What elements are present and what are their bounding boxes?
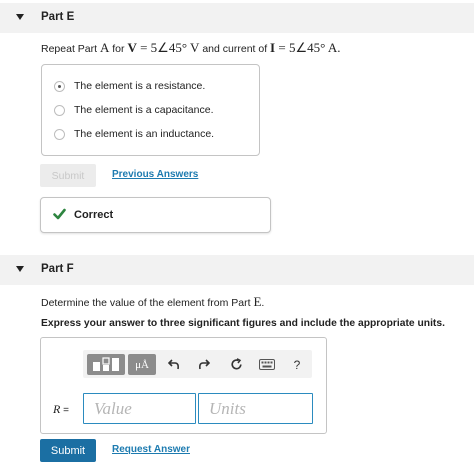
variable-label: R =: [53, 402, 69, 416]
part-e-question: Repeat Part A for V = 5∠45° V and current of I = 5∠45° A.: [41, 40, 341, 55]
redo-icon[interactable]: [195, 354, 213, 375]
feedback-label: Correct: [74, 209, 114, 221]
part-e-title: Part E: [41, 11, 75, 23]
feedback-correct: [40, 197, 271, 233]
keyboard-icon[interactable]: [257, 354, 277, 375]
units-icon[interactable]: μÅ: [128, 354, 156, 375]
part-f-title: Part F: [41, 263, 74, 275]
option-inductance[interactable]: [54, 126, 214, 142]
value-input[interactable]: [83, 393, 196, 424]
part-f-submit-button[interactable]: Submit: [40, 439, 96, 462]
previous-answers-link[interactable]: Previous Answers: [112, 169, 199, 180]
part-f-question: Determine the value of the element from Part E.: [41, 294, 265, 309]
option-label: The element is an inductance.: [74, 128, 215, 140]
option-capacitance[interactable]: [54, 102, 214, 118]
option-label: The element is a capacitance.: [74, 104, 214, 116]
undo-icon[interactable]: [165, 354, 183, 375]
answer-input-area: [40, 337, 327, 434]
math-toolbar: [83, 350, 312, 378]
collapse-caret-icon[interactable]: [16, 14, 24, 20]
option-resistance[interactable]: [54, 78, 205, 94]
request-answer-link[interactable]: Request Answer: [112, 444, 190, 455]
radio-unselected[interactable]: [54, 129, 65, 140]
option-label: The element is a resistance.: [74, 80, 206, 92]
checkmark-icon: [53, 208, 66, 220]
units-input[interactable]: [198, 393, 313, 424]
part-f-header[interactable]: [0, 255, 474, 285]
reset-icon[interactable]: [227, 354, 245, 375]
part-e-header[interactable]: [0, 3, 474, 33]
part-f-instruction: Express your answer to three significant figures and include the appropriate units.: [41, 318, 445, 329]
help-icon[interactable]: ?: [293, 357, 301, 372]
radio-selected[interactable]: [54, 81, 65, 92]
answer-options: [41, 64, 260, 156]
radio-unselected[interactable]: [54, 105, 65, 116]
templates-icon[interactable]: [87, 354, 125, 375]
collapse-caret-icon[interactable]: [16, 266, 24, 272]
part-e-submit-button[interactable]: Submit: [40, 164, 96, 187]
